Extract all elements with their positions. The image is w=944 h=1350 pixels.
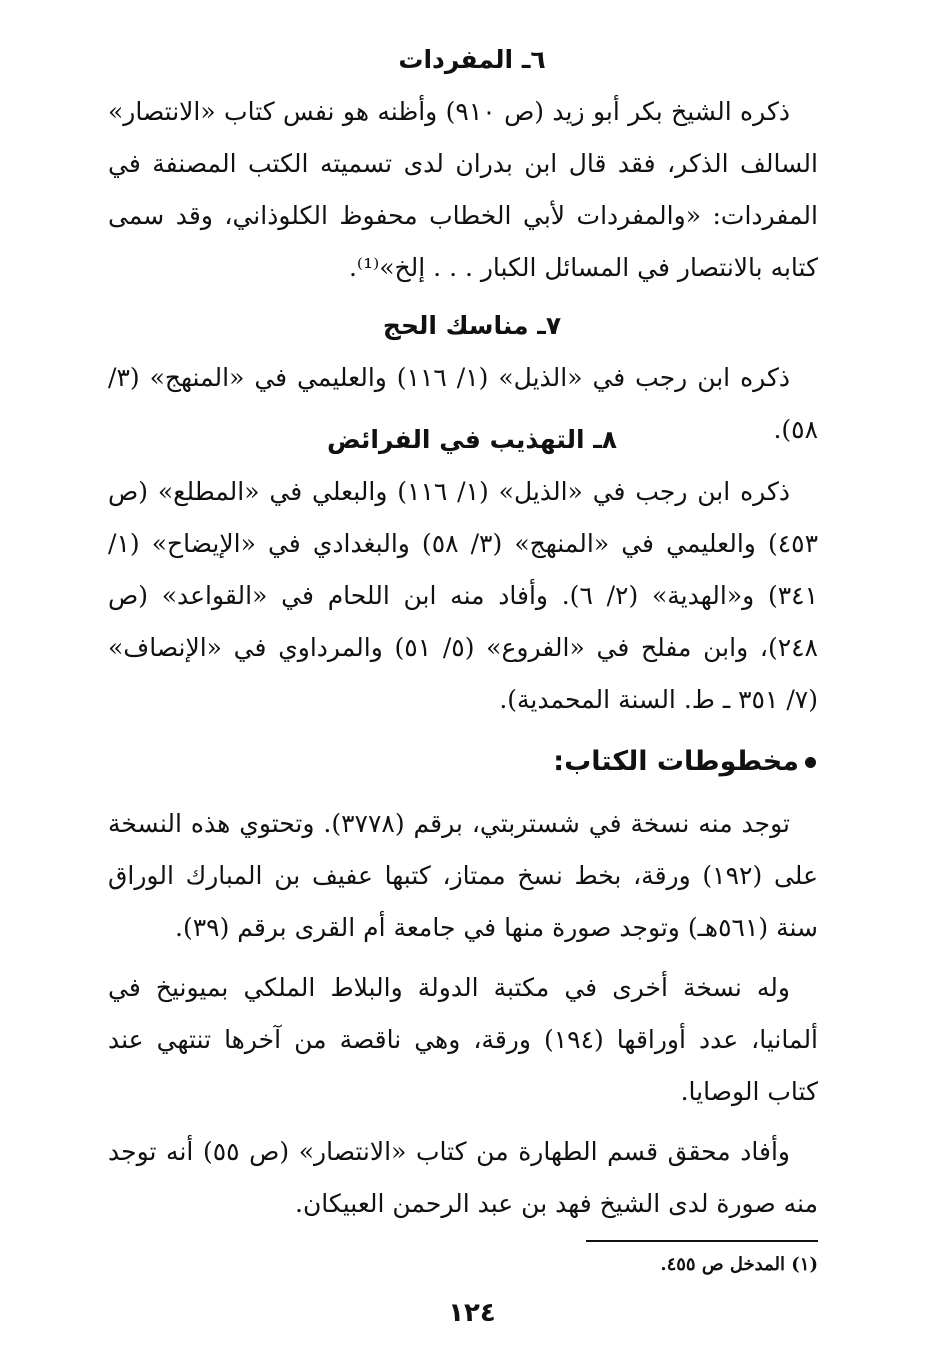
manuscripts-heading bbox=[553, 742, 816, 782]
manuscripts-heading-text: مخطوطات الكتاب: bbox=[553, 746, 799, 777]
bullet-icon bbox=[805, 757, 816, 768]
paragraph: توجد منه نسخة في شستربتي، برقم (٣٧٧٨). وتحتوي هذه النسخة على (١٩٢) ورقة، بخط نسخ ممتاز، كتبها عفيف بن المبارك الوراق سنة (٥٦١هـ) وتوجد صورة منها في جامعة أم القرى برقم (٣٩). bbox=[108, 809, 818, 942]
manuscripts-body bbox=[108, 798, 818, 1230]
page-number: ١٢٤ bbox=[448, 1298, 496, 1328]
section-heading-manasik: ٧ـ مناسك الحج bbox=[382, 311, 562, 340]
paragraph: وله نسخة أخرى في مكتبة الدولة والبلاط الملكي بميونيخ في ألمانيا، عدد أوراقها (١٩٤) ورقة، وهي ناقصة من آخرها تنتهي عند كتاب الوصايا. bbox=[108, 973, 819, 1106]
paragraph: ذكره ابن رجب في «الذيل» (١/ ١١٦) والبعلي في «المطلع» (ص ٤٥٣) والعليمي في «المنهج» (٣/ ٥٨) والبغدادي في «الإيضاح» (١/ ٣٤١) و«الهدية» (٢/ ٦). وأفاد منه ابن اللحام في «القواعد» (ص ٢٤٨)، وابن مفلح في «الفروع» (٥/ ٥١) والمرداوي في «الإنصاف» (٧/ ٣٥١ ـ ط. السنة المحمدية). bbox=[108, 477, 819, 714]
section-heading-tahdhib: ٨ـ التهذيب في الفرائض bbox=[326, 425, 618, 454]
section-heading-mufradat: ٦ـ المفردات bbox=[398, 45, 546, 74]
section-body-tahdhib bbox=[108, 466, 818, 726]
section-body-mufradat bbox=[108, 86, 818, 294]
footnote: (١) المدخل ص ٤٥٥. bbox=[660, 1254, 818, 1275]
paragraph: ذكره ابن رجب في «الذيل» (١/ ١١٦) والعليمي في «المنهج» (٣/ ٥٨). bbox=[108, 363, 818, 444]
paragraph: ذكره الشيخ بكر أبو زيد (ص ٩١٠) وأظنه هو نفس كتاب «الانتصار» السالف الذكر، فقد قال ابن بدران لدى تسميته الكتب المصنفة في المفردات: «والمفردات لأبي الخطاب محفوظ الكلوذاني، وقد سمى كتابه بالانتصار في المسائل الكبار . . . إلخ»⁽¹⁾. bbox=[108, 97, 818, 282]
paragraph: وأفاد محقق قسم الطهارة من كتاب «الانتصار» (ص ٥٥) أنه توجد منه صورة لدى الشيخ فهد بن عبد الرحمن العبيكان. bbox=[108, 1137, 818, 1218]
footnote-divider bbox=[586, 1240, 818, 1242]
